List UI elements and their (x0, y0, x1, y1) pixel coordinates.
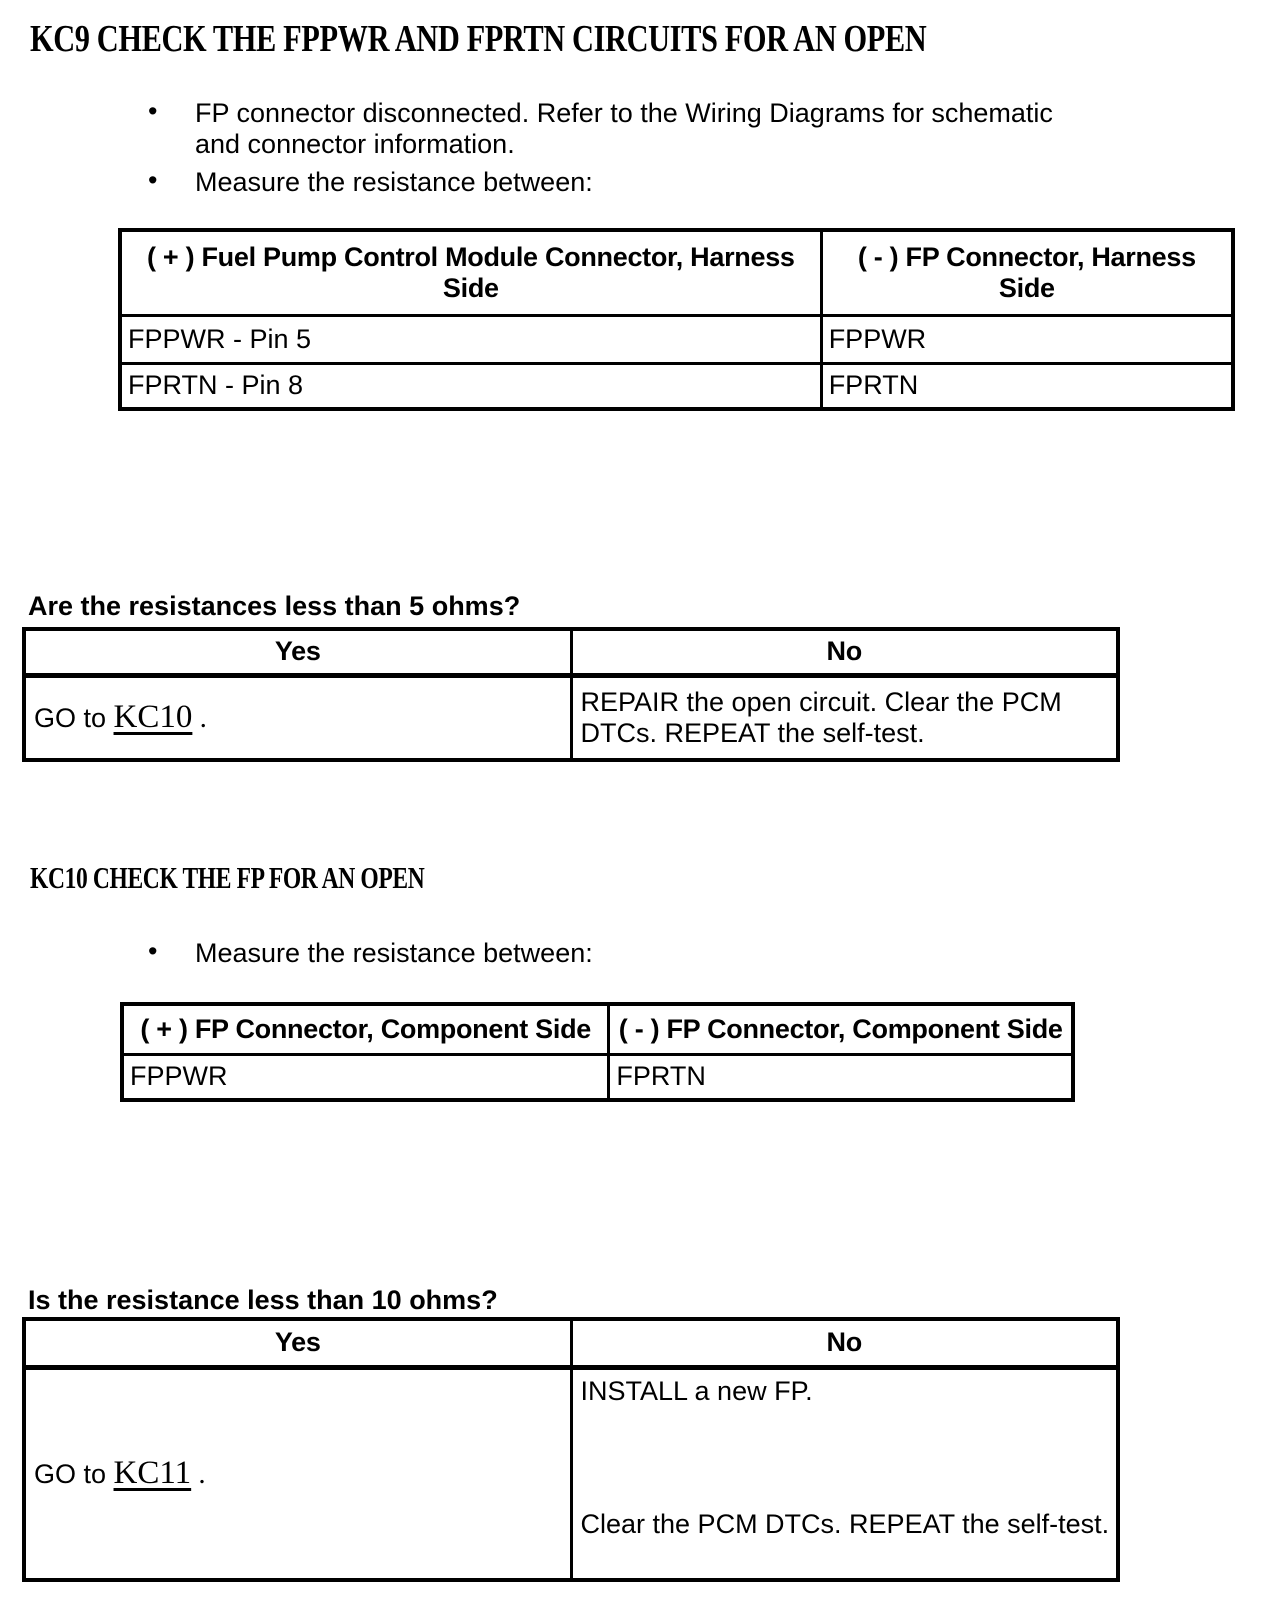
no-column-header: No (571, 1319, 1118, 1367)
no-action-cell: REPAIR the open circuit. Clear the PCM DTCs. REPEAT the self-test. (571, 675, 1118, 760)
header-line: ( + ) Fuel Pump Control Module Connector, Harness (147, 241, 795, 272)
kc10-heading (30, 860, 549, 896)
no-column-header: No (571, 629, 1118, 675)
column-header-positive: ( + ) FP Connector, Component Side (122, 1004, 609, 1054)
kc10-measure-table (120, 1002, 1075, 1102)
no-action-cell (571, 1367, 1118, 1580)
kc10-decision-table (22, 1317, 1120, 1582)
yes-column-header: Yes (24, 629, 571, 675)
yes-column-header: Yes (24, 1319, 571, 1367)
bullet-icon: • (148, 165, 158, 195)
table-header-row (24, 629, 1118, 675)
goto-prefix: GO to (34, 702, 114, 733)
list-item (148, 938, 593, 969)
table-row (120, 363, 1233, 409)
yes-action-cell (24, 675, 571, 760)
table-cell: FPPWR (821, 315, 1233, 363)
kc10-bullet-list (148, 938, 593, 976)
kc11-link[interactable]: KC11 (113, 1454, 192, 1491)
table-cell: FPRTN (821, 363, 1233, 409)
bullet-text: Measure the resistance between: (195, 938, 593, 968)
table-cell: FPRTN - Pin 8 (120, 363, 821, 409)
header-line: ( - ) FP Connector, Harness (857, 241, 1196, 272)
kc10-question: Is the resistance less than 10 ohms? (28, 1285, 498, 1315)
bullet-icon: • (148, 936, 158, 966)
header-line: Side (442, 272, 499, 303)
list-item (148, 167, 1075, 198)
list-item (148, 98, 1075, 160)
table-row (24, 675, 1118, 760)
kc9-bullet-list (148, 98, 1075, 205)
header-line: Side (998, 272, 1055, 303)
table-row (122, 1054, 1073, 1100)
table-row (24, 1367, 1118, 1580)
table-row (120, 315, 1233, 363)
kc9-measure-table (118, 228, 1235, 411)
kc9-heading (30, 18, 1150, 60)
no-action-text-1: INSTALL a new FP. (580, 1375, 813, 1406)
kc9-question: Are the resistances less than 5 ohms? (28, 591, 521, 621)
table-header-row (122, 1004, 1073, 1054)
kc10-heading-text: KC10 CHECK THE FP FOR AN OPEN (30, 860, 425, 895)
bullet-text: Measure the resistance between: (195, 167, 593, 197)
column-header-negative (821, 230, 1233, 315)
goto-prefix: GO to (34, 1458, 114, 1489)
kc9-heading-text: KC9 CHECK THE FPPWR AND FPRTN CIRCUITS FOR AN OPEN (30, 18, 927, 60)
table-header-row (24, 1319, 1118, 1367)
bullet-icon: • (148, 96, 158, 126)
no-action-text-2: Clear the PCM DTCs. REPEAT the self-test. (580, 1508, 1110, 1539)
bullet-text: FP connector disconnected. Refer to the Wiring Diagrams for schematic and connector information. (195, 98, 1053, 159)
column-header-negative: ( - ) FP Connector, Component Side (609, 1004, 1073, 1054)
kc9-decision-table (22, 627, 1120, 762)
yes-action-cell (24, 1367, 571, 1580)
table-cell: FPPWR (122, 1054, 609, 1100)
column-header-positive (120, 230, 821, 315)
table-cell: FPRTN (609, 1054, 1073, 1100)
goto-suffix: . (192, 701, 207, 734)
kc10-link[interactable]: KC10 (113, 698, 193, 735)
table-cell: FPPWR - Pin 5 (120, 315, 821, 363)
goto-suffix: . (191, 1457, 206, 1490)
table-header-row (120, 230, 1233, 315)
